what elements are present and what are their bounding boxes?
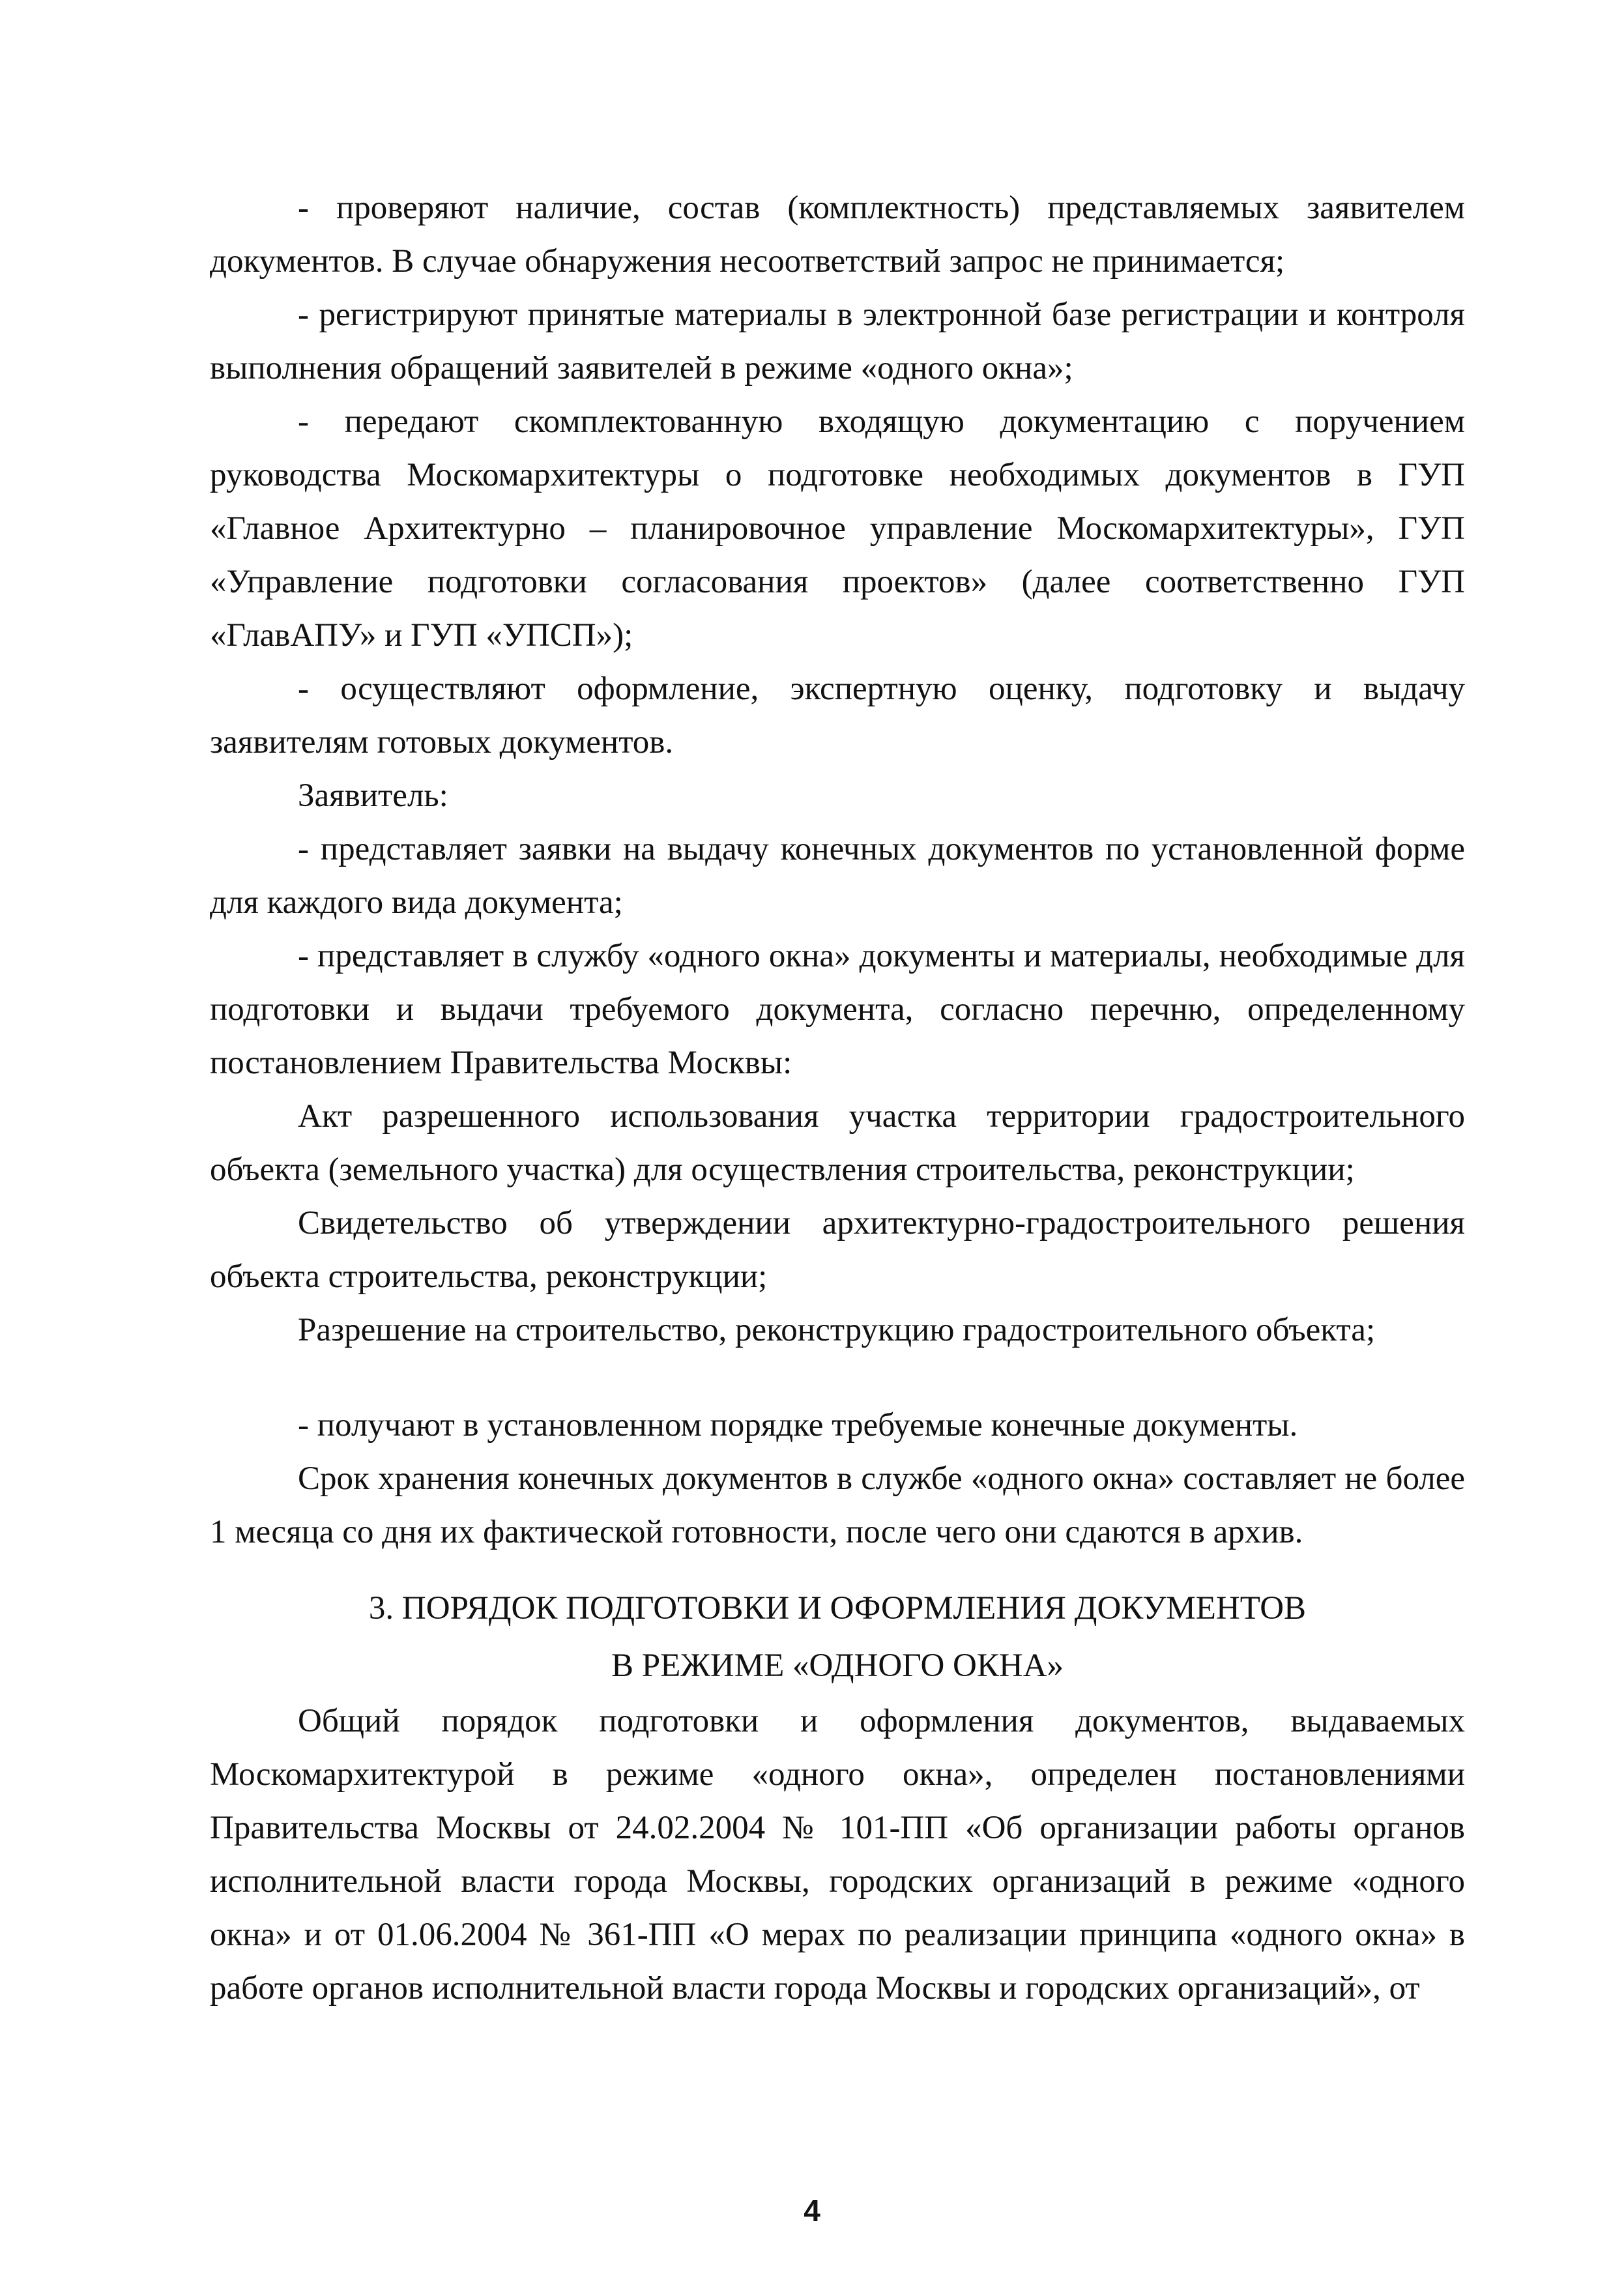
paragraph-check-documents: - проверяют наличие, состав (комплектность) представляемых заявителем документов. В случае обнаружения несоответствий запрос не принимается; <box>210 190 1465 280</box>
page-number: 4 <box>804 2194 820 2227</box>
list-item-permitted-use-act: Акт разрешенного использования участка территории градостроительного объекта (земельного участка) для осуществления строительства, реконструкции; <box>210 1098 1465 1188</box>
paragraph-issue-documents: - осуществляют оформление, экспертную оценку, подготовку и выдачу заявителям готовых документов. <box>210 671 1465 761</box>
paragraph-submit-materials: - представляет в службу «одного окна» документы и материалы, необходимые для подготовки и выдачи требуемого документа, согласно перечню, определенному постановлением Правительства Москвы: <box>210 938 1465 1081</box>
body-text <box>210 181 1465 2015</box>
paragraph-general-procedure: Общий порядок подготовки и оформления документов, выдаваемых Москомархитектурой в режиме «одного окна», определен постановлениями Правительства Москвы от 24.02.2004 № 101-ПП «Об организации работы органов исполнительной власти города Москвы, городских организаций в режиме «одного окна» и от 01.06.2004 № 361-ПП «О мерах по реализации принципа «одного окна» в работе органов исполнительной власти города Москвы и городских организаций», от <box>210 1703 1465 2007</box>
section-heading-line-2: В РЕЖИМЕ «ОДНОГО ОКНА» <box>611 1647 1064 1684</box>
paragraph-applicant-label: Заявитель: <box>298 777 448 814</box>
list-item-architecture-certificate: Свидетельство об утверждении архитектурно-градостроительного решения объекта строительства, реконструкции; <box>210 1205 1465 1295</box>
paragraph-receive-documents: - получают в установленном порядке требуемые конечные документы. <box>298 1407 1298 1443</box>
paragraph-storage-period: Срок хранения конечных документов в службе «одного окна» составляет не более 1 месяца со дня их фактической готовности, после чего они сдаются в архив. <box>210 1460 1465 1550</box>
section-heading-line-1: 3. ПОРЯДОК ПОДГОТОВКИ И ОФОРМЛЕНИЯ ДОКУМЕНТОВ <box>368 1590 1307 1627</box>
list-item-construction-permit: Разрешение на строительство, реконструкцию градостроительного объекта; <box>298 1312 1376 1348</box>
paragraph-register-materials: - регистрируют принятые материалы в электронной базе регистрации и контроля выполнения обращений заявителей в режиме «одного окна»; <box>210 297 1465 386</box>
paragraph-submit-requests: - представляет заявки на выдачу конечных документов по установленной форме для каждого вида документа; <box>210 831 1465 921</box>
paragraph-transfer-documentation: - передают скомплектованную входящую документацию с поручением руководства Москомархитектуры о подготовке необходимых документов в ГУП «Главное Архитектурно – планировочное управление Москомархитектуры», ГУП «Управление подготовки согласования проектов» (далее соответственно ГУП «ГлавАПУ» и ГУП «УПСП»); <box>210 403 1465 654</box>
